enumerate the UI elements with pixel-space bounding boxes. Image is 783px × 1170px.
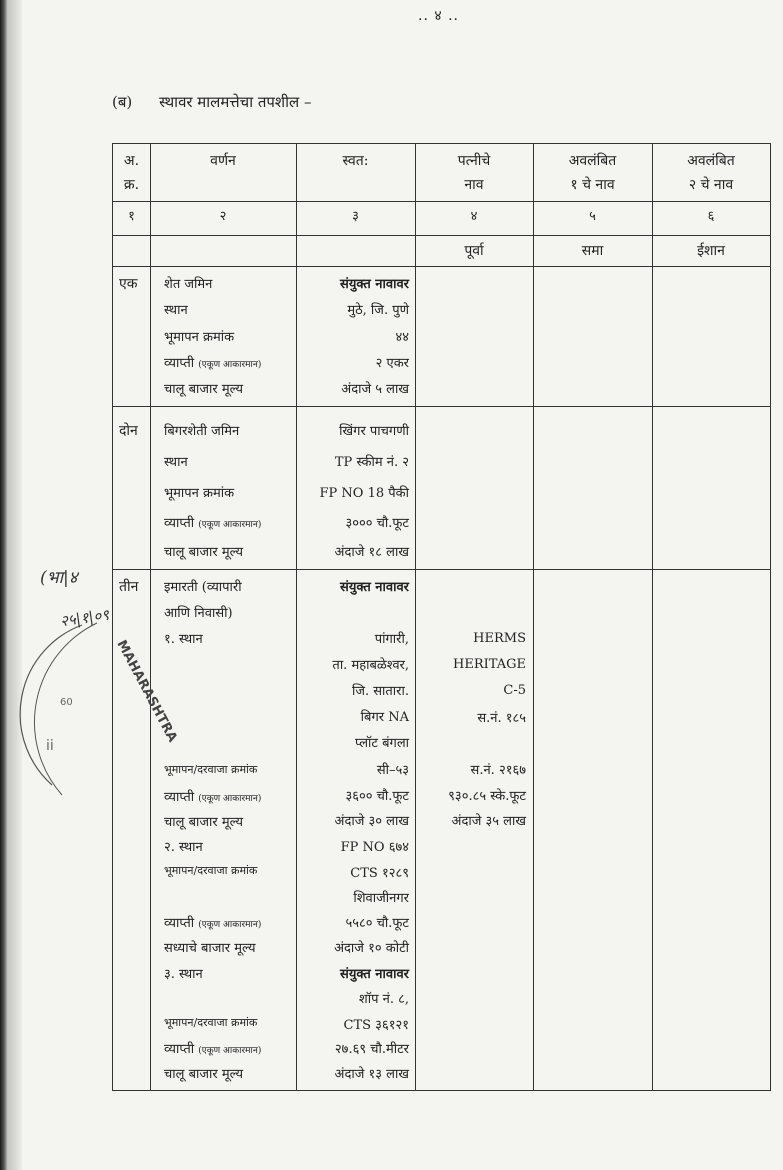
handwritten-date: २५|१|०९ <box>58 605 111 631</box>
spouse-value: स.नं. २१६७ <box>470 763 526 778</box>
section-heading <box>112 92 311 112</box>
row-label: २. स्थान <box>164 840 203 855</box>
row-label: भूमापन क्रमांक <box>164 330 235 345</box>
row-label: भूमापन/दरवाजा क्रमांक <box>164 864 258 877</box>
row-label: भूमापन/दरवाजा क्रमांक <box>164 1016 258 1029</box>
row-value: २७.६९ चौ.मीटर <box>334 1042 409 1057</box>
row-label: व्याप्ती <box>164 516 195 531</box>
row-label-note: (एकूण आकारमान) <box>198 360 262 370</box>
row-value: बिगर NA <box>360 710 409 725</box>
row-label-extent <box>164 353 261 371</box>
col-divider <box>296 144 297 1090</box>
row-label: चालू बाजार मूल्य <box>164 382 244 397</box>
row-label-extent <box>164 513 261 531</box>
row-value: शॉप नं. ८, <box>358 992 409 1007</box>
header-sr-line1: अ. <box>123 153 140 169</box>
svg-text:MAHARASHTRA: MAHARASHTRA <box>113 637 180 745</box>
row-value: ३००० चौ.फूट <box>345 516 409 531</box>
row-label: चालू बाजार मूल्य <box>164 1067 244 1082</box>
header-sr-line2: क्र. <box>123 177 140 193</box>
row-divider <box>113 201 770 202</box>
col-number: २ <box>219 209 227 224</box>
row-divider <box>113 406 770 407</box>
col-divider <box>533 144 534 1090</box>
row-value: अंदाजे १८ लाख <box>334 545 409 560</box>
row-label: चालू बाजार मूल्य <box>164 815 244 830</box>
row-label: ३. स्थान <box>164 967 203 982</box>
row-label: भूमापन क्रमांक <box>164 486 235 501</box>
row-value: CTS ३६१२१ <box>343 1018 409 1033</box>
row-value: प्लॉट बंगला <box>354 736 409 751</box>
row-label-note: (एकूण आकारमान) <box>198 794 262 804</box>
row-value: ता. महाबळेश्वर, <box>332 658 409 673</box>
col-number: ६ <box>707 209 715 224</box>
row-value: ३६०० चौ.फूट <box>345 789 409 804</box>
row-value: FP NO ६७४ <box>340 840 409 855</box>
row-value: २ एकर <box>375 356 409 371</box>
spouse-name: पूर्वा <box>464 243 484 259</box>
col-number: ४ <box>470 209 478 224</box>
row-value: अंदाजे १३ लाख <box>334 1067 409 1082</box>
page-number: .. ४ .. <box>418 8 459 24</box>
row-label-extent <box>164 787 261 805</box>
row-label: स्थान <box>164 303 188 318</box>
row-label: स्थान <box>164 455 188 470</box>
spouse-value: ९३०.८५ स्के.फूट <box>448 789 526 804</box>
row-value: ४४ <box>395 330 409 345</box>
row-label-extent <box>164 913 261 931</box>
row-sr: एक <box>119 276 138 292</box>
scan-binding-shadow <box>8 0 22 1170</box>
col-number: १ <box>128 209 135 224</box>
dep1-name: समा <box>581 243 604 259</box>
row-label: सध्याचे बाजार मूल्य <box>164 941 256 956</box>
row-sr: तीन <box>119 579 139 595</box>
row-value: शिवाजीनगर <box>353 891 409 906</box>
row-value: अंदाजे ५ लाख <box>341 382 409 397</box>
row-label: भूमापन/दरवाजा क्रमांक <box>164 763 258 776</box>
row-label-note: (एकूण आकारमान) <box>198 920 262 930</box>
header-dep1-line1: अवलंबित <box>568 153 617 169</box>
row-label: बिगरशेती जमिन <box>164 424 240 439</box>
header-sr <box>113 152 150 194</box>
row-value: पांगारी, <box>374 632 409 647</box>
row-value: संयुक्त नावावर <box>340 277 409 292</box>
row-label: व्याप्ती <box>164 356 195 371</box>
row-label: व्याप्ती <box>164 790 195 805</box>
row-label-note: (एकूण आकारमान) <box>198 1046 262 1056</box>
row-label: १. स्थान <box>164 632 203 647</box>
header-dep2 <box>652 152 770 194</box>
header-dep1 <box>533 152 652 194</box>
spouse-value: स.नं. १८५ <box>477 711 526 726</box>
row-label-extent <box>164 1039 261 1057</box>
row-divider <box>113 266 770 267</box>
row-value: ५५८० चौ.फूट <box>345 916 409 931</box>
svg-text:ii: ii <box>46 738 54 754</box>
col-divider <box>652 144 653 1090</box>
row-divider <box>113 569 770 570</box>
handwritten-initial: (भा|४ <box>40 568 78 588</box>
col-number: ३ <box>352 209 359 224</box>
section-mark: (ब) <box>112 93 133 111</box>
header-self: स्वत: <box>342 153 369 169</box>
row-sr: दोन <box>119 423 138 439</box>
scan-binding-edge <box>0 0 8 1170</box>
row-label: चालू बाजार मूल्य <box>164 545 244 560</box>
row-value: खिंगर पाचगणी <box>339 424 409 439</box>
header-dep2-line2: २ चे नाव <box>688 177 734 193</box>
row-value: अंदाजे ३० लाख <box>334 814 409 829</box>
row-divider <box>113 235 770 236</box>
row-label-note: (एकूण आकारमान) <box>198 520 262 530</box>
section-title: स्थावर मालमत्तेचा तपशील – <box>159 93 312 111</box>
header-spouse-line1: पत्नीचे <box>457 153 491 169</box>
row-value: संयुक्त नावावर <box>340 967 409 982</box>
col-divider <box>415 144 416 1090</box>
row-value: अंदाजे १० कोटी <box>334 941 409 956</box>
header-spouse <box>415 152 533 194</box>
spouse-value: HERMS <box>473 631 526 646</box>
row-value: FP NO 18 पैकी <box>319 486 409 501</box>
col-divider <box>150 144 151 1090</box>
svg-text:60: 60 <box>60 697 73 708</box>
header-desc: वर्णन <box>210 153 236 169</box>
header-dep2-line1: अवलंबित <box>687 153 735 169</box>
row-value: मुठे, जि. पुणे <box>347 303 409 318</box>
spouse-value: HERITAGE <box>453 657 526 672</box>
row-value: CTS १२८९ <box>350 866 409 881</box>
row-value: संयुक्त नावावर <box>340 580 409 595</box>
header-dep1-line2: १ चे नाव <box>570 177 615 193</box>
row-label: आणि निवासी) <box>164 606 233 621</box>
property-table <box>112 143 771 1091</box>
col-number: ५ <box>589 209 596 224</box>
row-label: व्याप्ती <box>164 1042 195 1057</box>
row-value: सी–५३ <box>376 763 409 778</box>
row-label: इमारती (व्यापारी <box>164 580 242 595</box>
dep2-name: ईशान <box>697 243 725 259</box>
spouse-value: अंदाजे ३५ लाख <box>451 814 526 829</box>
row-label: व्याप्ती <box>164 916 195 931</box>
row-value: जि. सातारा. <box>351 684 409 699</box>
header-spouse-line2: नाव <box>464 177 484 193</box>
row-label: शेत जमिन <box>164 277 213 292</box>
spouse-value: C-5 <box>503 683 526 698</box>
row-value: TP स्कीम नं. २ <box>334 455 409 470</box>
